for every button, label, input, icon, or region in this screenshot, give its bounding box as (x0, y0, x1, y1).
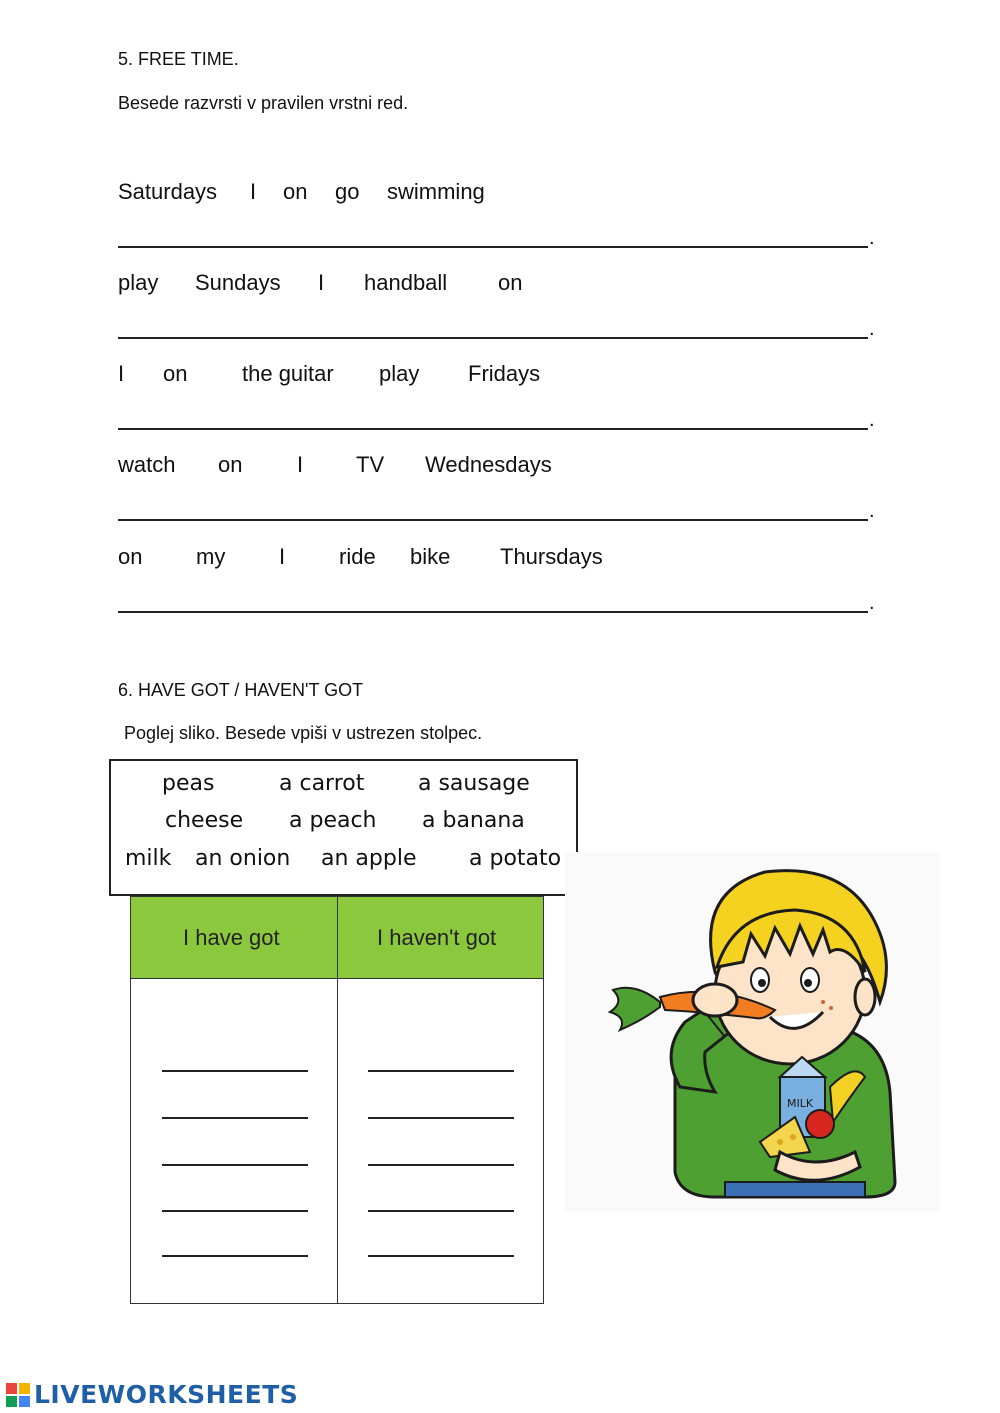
column-divider (337, 897, 338, 1303)
word: swimming (387, 179, 485, 204)
col-header-havent-got: I haven't got (377, 925, 497, 950)
word-row-5 (118, 544, 718, 574)
liveworksheets-logo-icon (6, 1383, 30, 1407)
word-row-1 (118, 179, 718, 209)
word: on (283, 179, 308, 204)
word: Saturdays (118, 179, 218, 204)
section6-instruction: Poglej sliko. Besede vpiši v ustrezen stolpec. (124, 723, 483, 743)
word: I (318, 270, 325, 295)
answer-blank (162, 1070, 308, 1072)
havent-got-input-5[interactable] (368, 1225, 514, 1255)
answer-blank (368, 1164, 514, 1166)
word-bank-item[interactable]: cheese (165, 808, 244, 833)
word: on (118, 544, 143, 569)
word: on (218, 452, 243, 477)
answer-line-4 (118, 519, 868, 521)
word-bank-item[interactable]: a potato (469, 846, 562, 871)
answer-blank (368, 1070, 514, 1072)
have-got-input-3[interactable] (162, 1134, 308, 1164)
word-bank (109, 759, 578, 896)
answer-blank (162, 1164, 308, 1166)
answer-blank (162, 1210, 308, 1212)
havent-got-input-3[interactable] (368, 1134, 514, 1164)
word: watch (118, 452, 176, 477)
word-bank-item[interactable]: a carrot (279, 771, 365, 796)
answer-blank (368, 1117, 514, 1119)
answer-input-2[interactable] (118, 302, 868, 336)
word: I (279, 544, 286, 569)
answer-blank (368, 1255, 514, 1257)
word: I (118, 361, 125, 386)
word-bank-item[interactable]: a peach (289, 808, 377, 833)
word-bank-item[interactable]: milk (125, 846, 172, 871)
line-period: . (869, 409, 875, 431)
answer-blank (162, 1255, 308, 1257)
word-row-2 (118, 270, 718, 300)
line-period: . (869, 227, 875, 249)
word: I (250, 179, 257, 204)
have-got-input-5[interactable] (162, 1225, 308, 1255)
word: handball (364, 270, 448, 295)
word: go (335, 179, 360, 204)
answer-line-2 (118, 337, 868, 339)
line-period: . (869, 592, 875, 614)
word: the guitar (242, 361, 334, 386)
word: on (498, 270, 523, 295)
word: Thursdays (500, 544, 603, 569)
word-bank-item[interactable]: a banana (422, 808, 525, 833)
answer-line-3 (118, 428, 868, 430)
havent-got-input-4[interactable] (368, 1180, 514, 1210)
word: TV (356, 452, 385, 477)
word: on (163, 361, 188, 386)
answer-blank (162, 1117, 308, 1119)
section5-title: 5. FREE TIME. (118, 49, 239, 69)
answer-input-3[interactable] (118, 393, 868, 427)
have-got-input-4[interactable] (162, 1180, 308, 1210)
milk-label: MILK (787, 1097, 814, 1110)
answer-input-4[interactable] (118, 484, 868, 518)
word-row-3 (118, 361, 718, 391)
answer-input-5[interactable] (118, 576, 868, 610)
word: ride (339, 544, 376, 569)
word-row-4 (118, 452, 718, 482)
have-got-input-2[interactable] (162, 1087, 308, 1117)
word: bike (410, 544, 451, 569)
col-header-have-got: I have got (183, 925, 280, 950)
havent-got-input-1[interactable] (368, 1039, 514, 1069)
word-bank-item[interactable]: an apple (321, 846, 417, 871)
answer-blank (368, 1210, 514, 1212)
word-bank-item[interactable]: a sausage (418, 771, 530, 796)
boy-eating-carrot-icon (565, 852, 940, 1212)
word: Wednesdays (425, 452, 552, 477)
word: play (379, 361, 420, 386)
sort-table (130, 896, 544, 1304)
brand-wordmark[interactable]: LIVEWORKSHEETS (34, 1380, 299, 1409)
answer-input-1[interactable] (118, 211, 868, 245)
word: Fridays (468, 361, 541, 386)
word: play (118, 270, 159, 295)
word: Sundays (195, 270, 281, 295)
word-bank-item[interactable]: peas (162, 771, 215, 796)
word-bank-item[interactable]: an onion (195, 846, 291, 871)
line-period: . (869, 500, 875, 522)
word: I (297, 452, 304, 477)
word: my (196, 544, 226, 569)
section5-instruction: Besede razvrsti v pravilen vrstni red. (118, 93, 409, 113)
havent-got-input-2[interactable] (368, 1087, 514, 1117)
line-period: . (869, 318, 875, 340)
answer-line-5 (118, 611, 868, 613)
answer-line-1 (118, 246, 868, 248)
have-got-input-1[interactable] (162, 1039, 308, 1069)
section6-title: 6. HAVE GOT / HAVEN'T GOT (118, 680, 364, 700)
